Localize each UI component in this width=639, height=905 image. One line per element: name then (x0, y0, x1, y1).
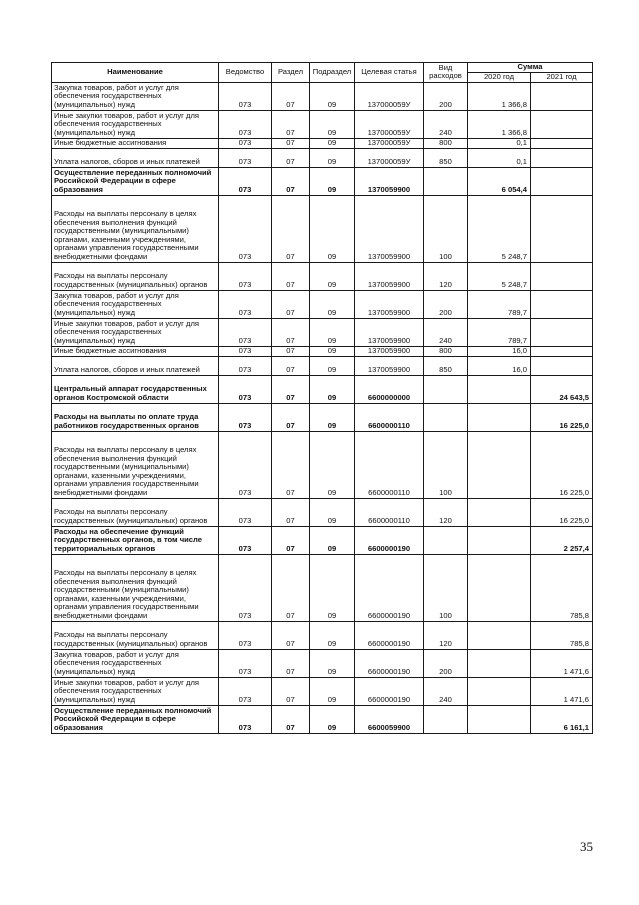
cell-section: 07 (272, 526, 310, 554)
cell-dept: 073 (219, 82, 272, 110)
budget-table (51, 62, 593, 734)
table-row (52, 82, 593, 110)
table-row (52, 290, 593, 318)
cell-name: Расходы на выплаты по оплате труда работников государственных органов (52, 403, 219, 431)
cell-subsection: 09 (310, 167, 355, 195)
cell-sum-2020: 1 366,8 (468, 82, 531, 110)
cell-section: 07 (272, 195, 310, 262)
cell-target: 6600000190 (355, 554, 424, 621)
cell-section: 07 (272, 138, 310, 148)
table-row (52, 705, 593, 733)
cell-sum-2021 (531, 346, 593, 356)
table-row (52, 431, 593, 498)
cell-subsection: 09 (310, 82, 355, 110)
cell-dept: 073 (219, 677, 272, 705)
cell-dept: 073 (219, 167, 272, 195)
header-year-2021: 2021 год (531, 72, 593, 82)
cell-type: 100 (424, 554, 468, 621)
cell-dept: 073 (219, 431, 272, 498)
cell-sum-2021 (531, 138, 593, 148)
table-row (52, 554, 593, 621)
cell-section: 07 (272, 290, 310, 318)
header-section: Раздел (272, 63, 310, 83)
cell-dept: 073 (219, 346, 272, 356)
cell-section: 07 (272, 431, 310, 498)
cell-section: 07 (272, 705, 310, 733)
cell-sum-2020 (468, 705, 531, 733)
cell-name: Расходы на выплаты персоналу государственных (муниципальных) органов (52, 262, 219, 290)
cell-sum-2020: 1 366,8 (468, 110, 531, 138)
cell-target: 1370059900 (355, 290, 424, 318)
cell-dept: 073 (219, 110, 272, 138)
cell-sum-2020 (468, 431, 531, 498)
cell-sum-2020 (468, 677, 531, 705)
cell-sum-2021 (531, 318, 593, 346)
cell-section: 07 (272, 82, 310, 110)
cell-sum-2021: 785,8 (531, 621, 593, 649)
cell-target: 1370059900 (355, 262, 424, 290)
cell-name: Иные закупки товаров, работ и услуг для обеспечения государственных (муниципальных) нужд (52, 318, 219, 346)
table-row (52, 262, 593, 290)
cell-name: Иные бюджетные ассигнования (52, 346, 219, 356)
cell-name: Уплата налогов, сборов и иных платежей (52, 148, 219, 167)
cell-type: 800 (424, 346, 468, 356)
cell-subsection: 09 (310, 705, 355, 733)
cell-type: 120 (424, 262, 468, 290)
cell-type (424, 705, 468, 733)
table-row (52, 356, 593, 375)
cell-section: 07 (272, 649, 310, 677)
cell-sum-2020 (468, 498, 531, 526)
cell-subsection: 09 (310, 110, 355, 138)
cell-subsection: 09 (310, 290, 355, 318)
cell-type (424, 167, 468, 195)
cell-subsection: 09 (310, 526, 355, 554)
cell-target: 6600000110 (355, 431, 424, 498)
cell-sum-2021: 1 471,6 (531, 649, 593, 677)
cell-sum-2021: 785,8 (531, 554, 593, 621)
cell-name: Расходы на выплаты персоналу государственных (муниципальных) органов (52, 621, 219, 649)
table-row (52, 375, 593, 403)
cell-sum-2020: 5 248,7 (468, 262, 531, 290)
cell-target: 6600000190 (355, 526, 424, 554)
cell-sum-2020: 16,0 (468, 356, 531, 375)
cell-sum-2021 (531, 110, 593, 138)
cell-type: 850 (424, 148, 468, 167)
cell-name: Расходы на выплаты персоналу в целях обеспечения выполнения функций государственными (муниципальными) органами, казенными учреждениями, органами управления государственными внебюджетными фондами (52, 554, 219, 621)
cell-subsection: 09 (310, 677, 355, 705)
cell-sum-2020 (468, 403, 531, 431)
table-row (52, 318, 593, 346)
cell-sum-2021 (531, 82, 593, 110)
cell-type: 100 (424, 195, 468, 262)
cell-section: 07 (272, 677, 310, 705)
cell-dept: 073 (219, 138, 272, 148)
cell-dept: 073 (219, 498, 272, 526)
cell-subsection: 09 (310, 554, 355, 621)
cell-sum-2021 (531, 356, 593, 375)
cell-dept: 073 (219, 554, 272, 621)
cell-subsection: 09 (310, 431, 355, 498)
header-subsection: Подраздел (310, 63, 355, 83)
cell-type (424, 526, 468, 554)
cell-type: 100 (424, 431, 468, 498)
cell-target: 6600000190 (355, 677, 424, 705)
cell-sum-2020: 789,7 (468, 290, 531, 318)
cell-section: 07 (272, 318, 310, 346)
cell-type: 800 (424, 138, 468, 148)
cell-sum-2021 (531, 167, 593, 195)
cell-sum-2021: 16 225,0 (531, 498, 593, 526)
cell-subsection: 09 (310, 318, 355, 346)
cell-sum-2021 (531, 148, 593, 167)
cell-name: Расходы на выплаты персоналу в целях обеспечения выполнения функций государственными (муниципальными) органами, казенными учреждениями, органами управления государственными внебюджетными фондами (52, 431, 219, 498)
cell-sum-2021 (531, 290, 593, 318)
cell-section: 07 (272, 621, 310, 649)
cell-name: Иные бюджетные ассигнования (52, 138, 219, 148)
cell-dept: 073 (219, 148, 272, 167)
cell-dept: 073 (219, 649, 272, 677)
cell-type: 200 (424, 290, 468, 318)
cell-target: 1370059900 (355, 356, 424, 375)
cell-sum-2020: 6 054,4 (468, 167, 531, 195)
cell-sum-2020 (468, 649, 531, 677)
table-row (52, 403, 593, 431)
table-row (52, 167, 593, 195)
cell-type: 200 (424, 649, 468, 677)
cell-subsection: 09 (310, 649, 355, 677)
cell-type (424, 403, 468, 431)
cell-sum-2021: 1 471,6 (531, 677, 593, 705)
cell-name: Центральный аппарат государственных органов Костромской области (52, 375, 219, 403)
cell-name: Уплата налогов, сборов и иных платежей (52, 356, 219, 375)
cell-name: Закупка товаров, работ и услуг для обеспечения государственных (муниципальных) нужд (52, 82, 219, 110)
cell-section: 07 (272, 375, 310, 403)
cell-name: Осуществление переданных полномочий Российской Федерации в сфере образования (52, 705, 219, 733)
cell-sum-2020 (468, 621, 531, 649)
cell-name: Иные закупки товаров, работ и услуг для обеспечения государственных (муниципальных) нужд (52, 677, 219, 705)
cell-target: 6600059900 (355, 705, 424, 733)
cell-subsection: 09 (310, 403, 355, 431)
cell-sum-2020: 0,1 (468, 138, 531, 148)
cell-type: 200 (424, 82, 468, 110)
cell-dept: 073 (219, 290, 272, 318)
cell-subsection: 09 (310, 621, 355, 649)
cell-subsection: 09 (310, 138, 355, 148)
cell-dept: 073 (219, 375, 272, 403)
table-row (52, 526, 593, 554)
cell-sum-2021: 2 257,4 (531, 526, 593, 554)
cell-type: 120 (424, 498, 468, 526)
cell-target: 6600000110 (355, 403, 424, 431)
cell-subsection: 09 (310, 195, 355, 262)
cell-section: 07 (272, 554, 310, 621)
cell-sum-2020 (468, 526, 531, 554)
cell-name: Закупка товаров, работ и услуг для обеспечения государственных (муниципальных) нужд (52, 290, 219, 318)
cell-name: Закупка товаров, работ и услуг для обеспечения государственных (муниципальных) нужд (52, 649, 219, 677)
header-name: Наименование (52, 63, 219, 83)
cell-dept: 073 (219, 318, 272, 346)
table-row (52, 649, 593, 677)
cell-type: 120 (424, 621, 468, 649)
cell-name: Расходы на обеспечение функций государственных органов, в том числе территориальных органов (52, 526, 219, 554)
cell-type (424, 375, 468, 403)
table-body (52, 82, 593, 733)
header-target: Целевая статья (355, 63, 424, 83)
cell-section: 07 (272, 346, 310, 356)
table-row (52, 110, 593, 138)
cell-dept: 073 (219, 705, 272, 733)
cell-sum-2020: 0,1 (468, 148, 531, 167)
cell-target: 6600000110 (355, 498, 424, 526)
cell-name: Иные закупки товаров, работ и услуг для обеспечения государственных (муниципальных) нужд (52, 110, 219, 138)
cell-dept: 073 (219, 195, 272, 262)
cell-subsection: 09 (310, 148, 355, 167)
table-row (52, 195, 593, 262)
cell-dept: 073 (219, 356, 272, 375)
cell-type: 240 (424, 318, 468, 346)
cell-name: Осуществление переданных полномочий Российской Федерации в сфере образования (52, 167, 219, 195)
cell-target: 6600000000 (355, 375, 424, 403)
cell-target: 137000059У (355, 110, 424, 138)
cell-target: 1370059900 (355, 346, 424, 356)
cell-target: 137000059У (355, 138, 424, 148)
cell-subsection: 09 (310, 346, 355, 356)
cell-sum-2020: 5 248,7 (468, 195, 531, 262)
cell-type: 850 (424, 356, 468, 375)
cell-sum-2020: 16,0 (468, 346, 531, 356)
table-row (52, 346, 593, 356)
cell-sum-2021: 16 225,0 (531, 403, 593, 431)
cell-section: 07 (272, 167, 310, 195)
cell-type: 240 (424, 677, 468, 705)
cell-dept: 073 (219, 526, 272, 554)
cell-dept: 073 (219, 262, 272, 290)
cell-sum-2021: 16 225,0 (531, 431, 593, 498)
table-row (52, 621, 593, 649)
cell-sum-2020: 789,7 (468, 318, 531, 346)
cell-section: 07 (272, 403, 310, 431)
cell-name: Расходы на выплаты персоналу в целях обеспечения выполнения функций государственными (муниципальными) органами, казенными учреждениями, органами управления государственными внебюджетными фондами (52, 195, 219, 262)
cell-target: 137000059У (355, 82, 424, 110)
page-number: 35 (580, 839, 593, 854)
cell-sum-2021: 24 643,5 (531, 375, 593, 403)
cell-target: 6600000190 (355, 649, 424, 677)
cell-subsection: 09 (310, 498, 355, 526)
table-row (52, 498, 593, 526)
cell-dept: 073 (219, 621, 272, 649)
table-row (52, 148, 593, 167)
cell-subsection: 09 (310, 375, 355, 403)
cell-sum-2020 (468, 375, 531, 403)
header-type: Вид расходов (424, 63, 468, 83)
cell-target: 1370059900 (355, 195, 424, 262)
cell-dept: 073 (219, 403, 272, 431)
cell-target: 137000059У (355, 148, 424, 167)
table-row (52, 138, 593, 148)
cell-sum-2021: 6 161,1 (531, 705, 593, 733)
cell-section: 07 (272, 148, 310, 167)
table-row (52, 677, 593, 705)
cell-section: 07 (272, 262, 310, 290)
header-dept: Ведомство (219, 63, 272, 83)
cell-target: 1370059900 (355, 167, 424, 195)
cell-sum-2021 (531, 262, 593, 290)
cell-section: 07 (272, 356, 310, 375)
cell-section: 07 (272, 498, 310, 526)
cell-sum-2021 (531, 195, 593, 262)
cell-section: 07 (272, 110, 310, 138)
cell-subsection: 09 (310, 356, 355, 375)
header-year-2020: 2020 год (468, 72, 531, 82)
cell-target: 1370059900 (355, 318, 424, 346)
cell-type: 240 (424, 110, 468, 138)
cell-target: 6600000190 (355, 621, 424, 649)
header-sum: Сумма (468, 63, 593, 73)
cell-name: Расходы на выплаты персоналу государственных (муниципальных) органов (52, 498, 219, 526)
cell-sum-2020 (468, 554, 531, 621)
cell-subsection: 09 (310, 262, 355, 290)
